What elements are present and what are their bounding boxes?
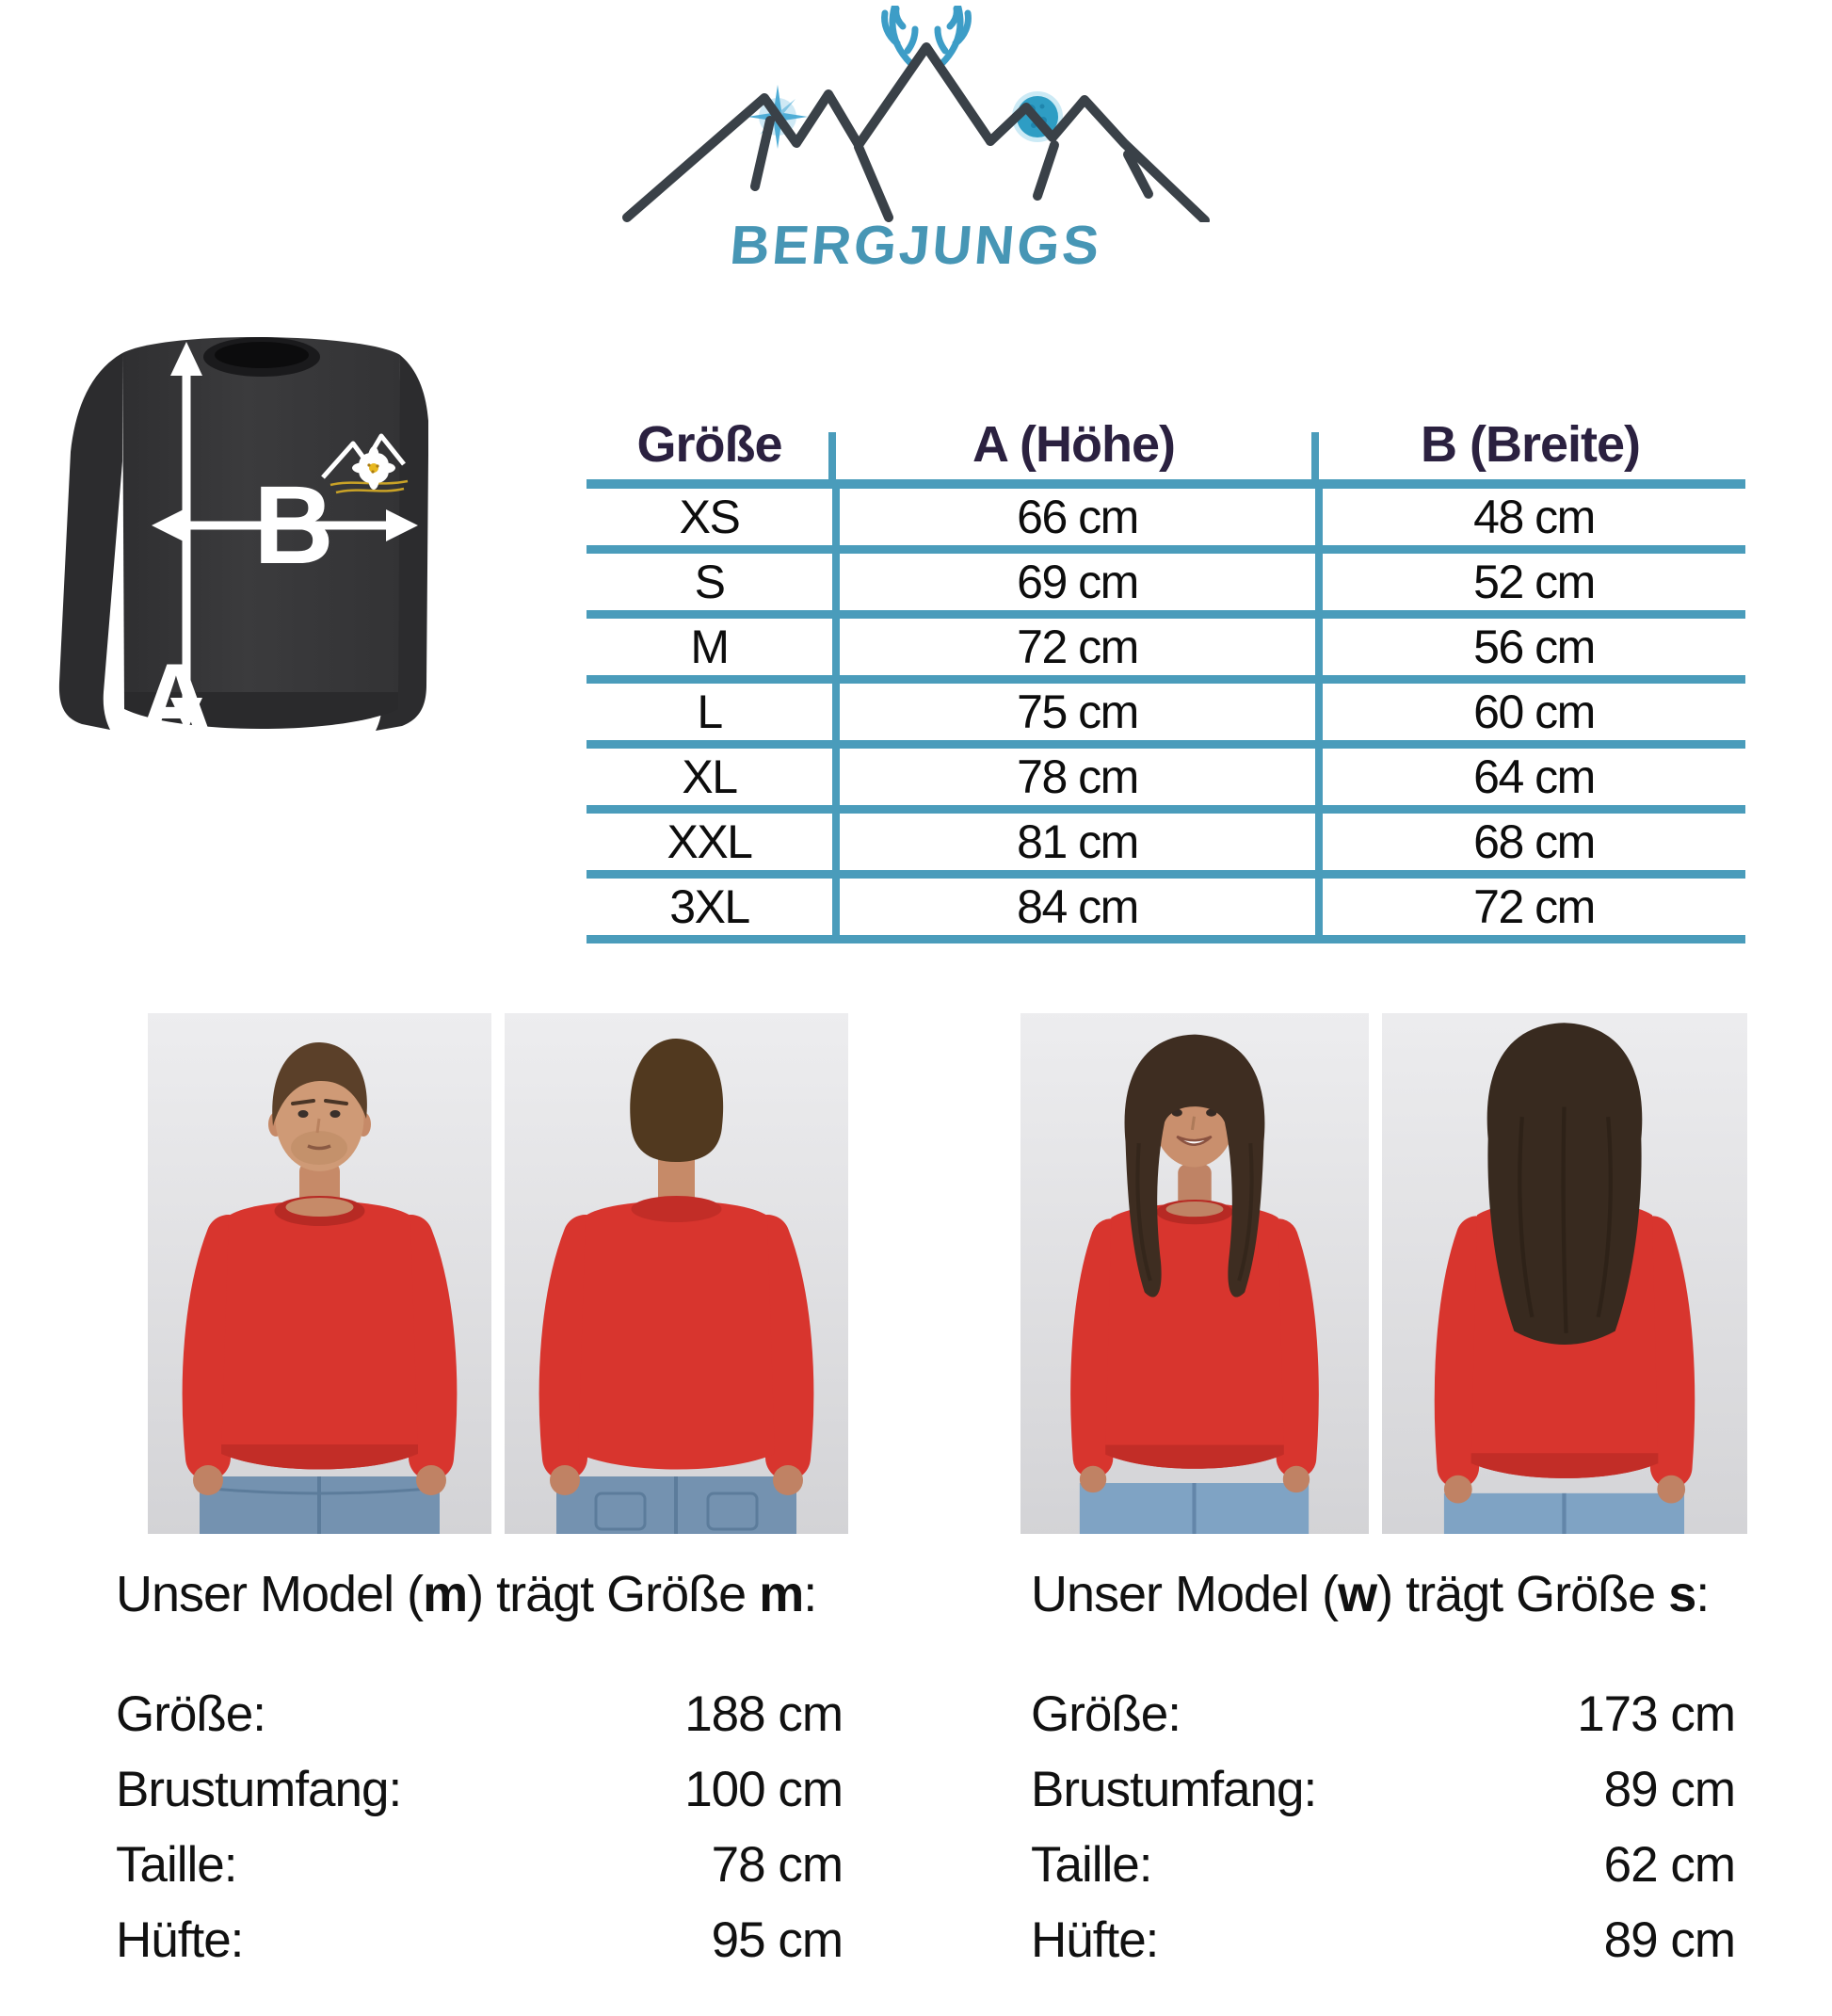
spec-value: 89 cm: [1603, 1912, 1735, 1968]
spec-label: Größe:: [116, 1686, 265, 1742]
spec-value: 78 cm: [711, 1837, 843, 1893]
antlers-icon: [885, 8, 969, 64]
height-cell: 72 cm: [832, 619, 1315, 684]
male-model-specs: [116, 1565, 843, 1987]
spec-label: Hüfte:: [1031, 1912, 1159, 1968]
width-cell: 56 cm: [1315, 619, 1745, 684]
spec-row: [1031, 1685, 1735, 1743]
spec-row: [116, 1761, 843, 1818]
male-specs-heading: Unser Model (m) trägt Größe m:: [116, 1566, 817, 1622]
size-cell: XS: [587, 489, 832, 554]
size-diagram: [24, 278, 428, 753]
brand-logo: [612, 6, 1220, 277]
spec-label: Größe:: [1031, 1686, 1181, 1742]
size-cell: XL: [587, 749, 832, 814]
brand-name: BERGJUNGS: [727, 215, 1105, 276]
height-cell: 75 cm: [832, 684, 1315, 749]
spec-value: 62 cm: [1603, 1837, 1735, 1893]
width-cell: 48 cm: [1315, 489, 1745, 554]
spec-value: 89 cm: [1603, 1762, 1735, 1817]
spec-value: 95 cm: [711, 1912, 843, 1968]
width-cell: 68 cm: [1315, 814, 1745, 879]
male-model-back-photo: [505, 1013, 848, 1534]
spec-label: Taille:: [1031, 1837, 1152, 1893]
height-cell: 66 cm: [832, 489, 1315, 554]
height-cell: 69 cm: [832, 554, 1315, 619]
spec-row: [116, 1685, 843, 1743]
size-cell: S: [587, 554, 832, 619]
header-height: A (Höhe): [832, 411, 1315, 489]
size-cell: M: [587, 619, 832, 684]
width-letter-label: B: [253, 463, 334, 588]
spec-label: Taille:: [116, 1837, 237, 1893]
female-specs-heading: Unser Model (w) trägt Größe s:: [1031, 1566, 1710, 1622]
spec-value: 173 cm: [1577, 1686, 1735, 1742]
header-size: Größe: [587, 411, 832, 489]
logo-graphic: [612, 6, 1220, 222]
height-cell: 78 cm: [832, 749, 1315, 814]
male-model-front-photo: [148, 1013, 491, 1534]
spec-row: [1031, 1761, 1735, 1818]
spec-row: [116, 1911, 843, 1969]
width-cell: 72 cm: [1315, 879, 1745, 943]
spec-value: 100 cm: [684, 1762, 843, 1817]
height-cell: 81 cm: [832, 814, 1315, 879]
spec-label: Brustumfang:: [116, 1762, 402, 1817]
size-cell: 3XL: [587, 879, 832, 943]
spec-label: Brustumfang:: [1031, 1762, 1317, 1817]
size-table: [587, 411, 1745, 943]
mountains-icon: [627, 47, 1205, 220]
sweatshirt-diagram-image: [24, 278, 428, 753]
width-cell: 60 cm: [1315, 684, 1745, 749]
spec-label: Hüfte:: [116, 1912, 244, 1968]
header-width: B (Breite): [1315, 411, 1745, 489]
height-cell: 84 cm: [832, 879, 1315, 943]
width-cell: 64 cm: [1315, 749, 1745, 814]
size-cell: XXL: [587, 814, 832, 879]
female-model-specs: [1031, 1565, 1735, 1987]
spec-value: 188 cm: [684, 1686, 843, 1742]
spec-row: [1031, 1911, 1735, 1969]
spec-row: [116, 1836, 843, 1894]
spec-row: [1031, 1836, 1735, 1894]
width-cell: 52 cm: [1315, 554, 1745, 619]
size-cell: L: [587, 684, 832, 749]
female-model-front-photo: [1020, 1013, 1369, 1534]
height-letter-label: A: [137, 642, 215, 753]
female-model-back-photo: [1382, 1013, 1747, 1534]
